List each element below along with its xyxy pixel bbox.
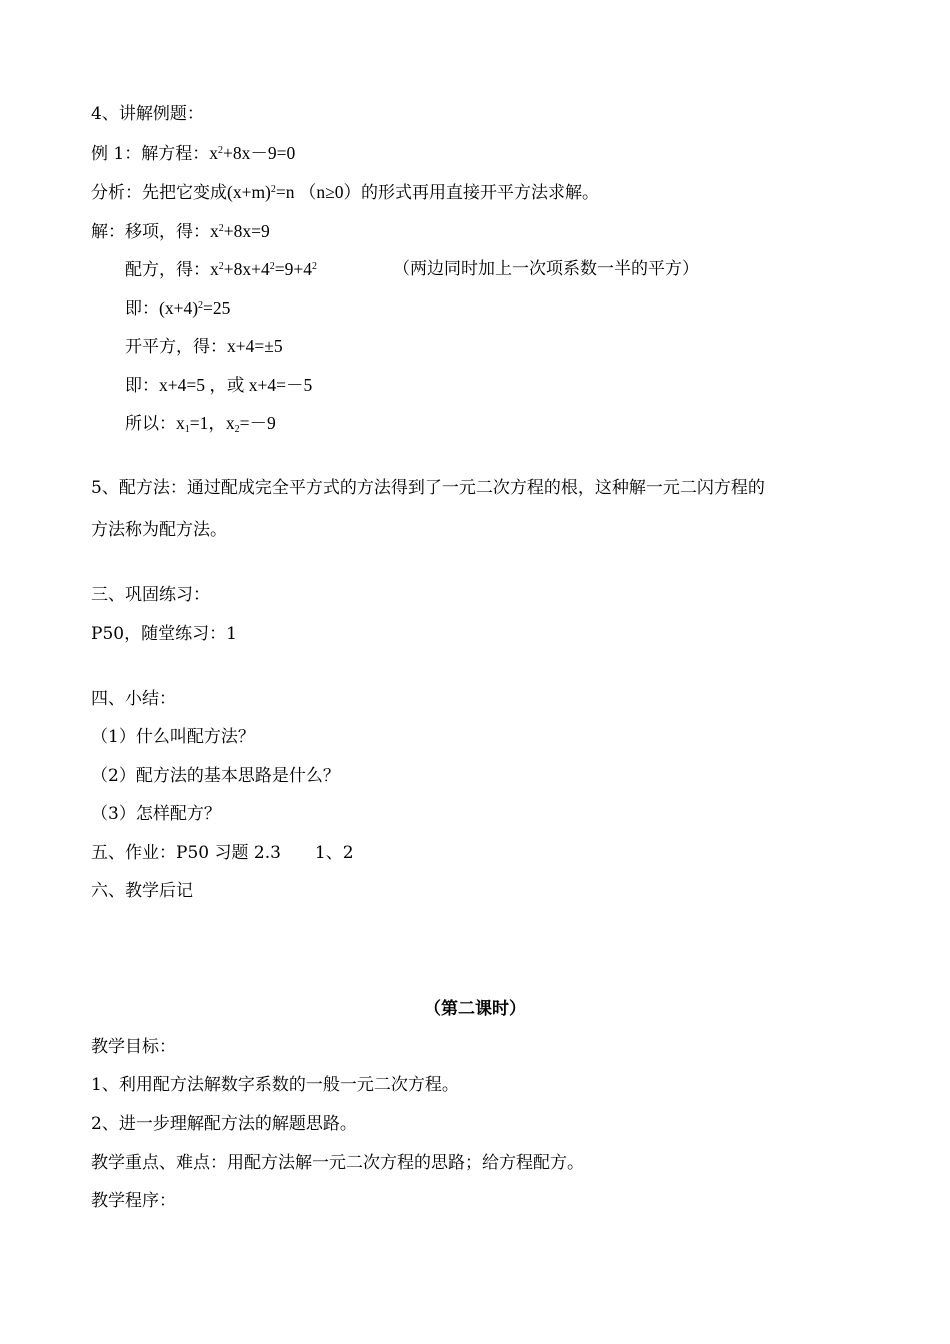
sqrt-label: 开平方，得： bbox=[125, 337, 227, 357]
complete-square-line bbox=[125, 257, 317, 282]
sqrt-line bbox=[125, 334, 283, 359]
teaching-notes-heading: 六、教学后记 bbox=[91, 881, 193, 901]
section-5-line-1: 5、配方法：通过配成完全平方式的方法得到了一元二次方程的根，这种解一元二闪方程的 bbox=[91, 478, 765, 498]
so-label: 所以： bbox=[125, 414, 176, 434]
example-1-line bbox=[91, 141, 295, 166]
summary-item: （2）配方法的基本思路是什么？ bbox=[91, 766, 340, 786]
ie-equation: $(x+4)^2=25$ bbox=[159, 298, 231, 318]
so-equation: $x_1=1$，$x_2=-9$ bbox=[176, 413, 276, 435]
example-equation: $x^2+8x-9=0$ bbox=[209, 143, 296, 163]
analysis-line bbox=[91, 180, 599, 205]
analysis-prefix: 分析：先把它变成 bbox=[91, 183, 227, 203]
sqrt-equation: x+4=±5 bbox=[227, 336, 283, 356]
ie2-equation: x+4=5 ，或 x+4=－5 bbox=[159, 375, 313, 395]
summary-item: （1）什么叫配方法？ bbox=[91, 727, 255, 747]
section-5-line-2: 方法称为配方法。 bbox=[91, 520, 227, 540]
section-three-item: P50，随堂练习：1 bbox=[91, 624, 237, 644]
section-three-heading: 三、巩固练习： bbox=[91, 585, 210, 605]
ie2-line bbox=[125, 373, 312, 398]
goals-heading: 教学目标： bbox=[91, 1037, 176, 1057]
analysis-form: $(x+m)^2=n$ （n≥0） bbox=[227, 182, 361, 202]
complete-square-equation: $x^2+8x+4^2=9+4^2$ bbox=[210, 259, 317, 279]
key-points-line: 教学重点、难点：用配方法解一元二次方程的思路；给方程配方。 bbox=[91, 1153, 584, 1173]
procedure-heading: 教学程序： bbox=[91, 1191, 176, 1211]
goal-item: 1、利用配方法解数字系数的一般一元二次方程。 bbox=[91, 1075, 459, 1095]
complete-square-note: （两边同时加上一次项系数一半的平方） bbox=[393, 259, 699, 279]
ie-line bbox=[125, 296, 230, 321]
solution-label: 解：移项，得： bbox=[91, 222, 210, 242]
summary-item: （3）怎样配方？ bbox=[91, 804, 221, 824]
so-line bbox=[125, 411, 276, 436]
solution-move-equation: $x^2+8x=9$ bbox=[210, 221, 270, 241]
lesson-2-title: （第二课时） bbox=[424, 999, 526, 1019]
analysis-suffix: 的形式再用直接开平方法求解。 bbox=[361, 183, 599, 203]
section-four-heading: 四、小结： bbox=[91, 689, 176, 709]
ie2-label: 即： bbox=[125, 376, 159, 396]
section-4-heading: 4、讲解例题： bbox=[91, 104, 204, 124]
goal-item: 2、进一步理解配方法的解题思路。 bbox=[91, 1114, 357, 1134]
complete-square-label: 配方，得： bbox=[125, 260, 210, 280]
solution-move-line bbox=[91, 219, 270, 244]
example-label: 例 1：解方程： bbox=[91, 144, 210, 164]
ie-label: 即： bbox=[125, 299, 159, 319]
homework-line: 五、作业：P50 习题 2.3 1、2 bbox=[91, 843, 354, 863]
